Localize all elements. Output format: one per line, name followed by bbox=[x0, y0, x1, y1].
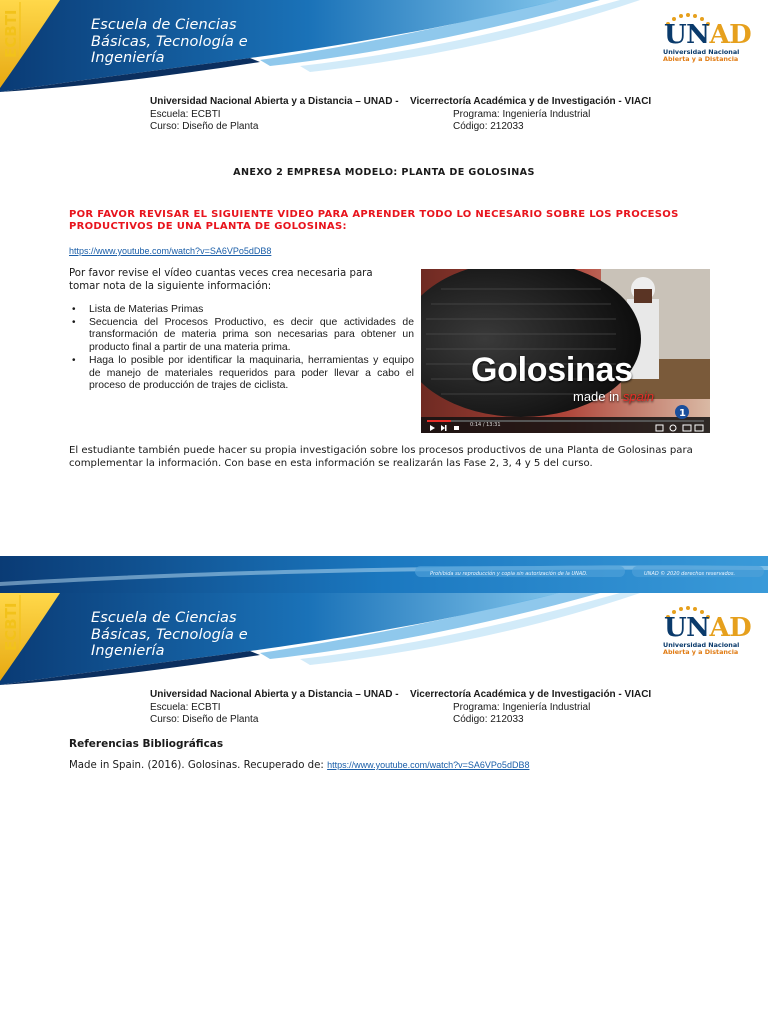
codigo-value: 212033 bbox=[490, 121, 524, 132]
video-subtitle-a: made in bbox=[573, 389, 623, 404]
school-name-line1: Escuela de Ciencias bbox=[91, 17, 237, 33]
unad-logo bbox=[660, 605, 752, 661]
references-title: Referencias Bibliográficas bbox=[69, 738, 224, 750]
university-name: Universidad Nacional Abierta y a Distancia – UNAD - bbox=[150, 96, 399, 107]
logo-subtitle-1: Universidad Nacional bbox=[663, 641, 740, 649]
footer-copyright: UNAD © 2020 derechos reservados. bbox=[644, 571, 736, 577]
video-title: Golosinas bbox=[471, 351, 633, 389]
video-warning: POR FAVOR REVISAR EL SIGUIENTE VIDEO PARA APRENDER TODO LO NECESARIO SOBRE LOS PROCESOS PRODUCTIVOS DE UNA PLANTA DE GOLOSINAS: bbox=[69, 209, 679, 232]
closing-paragraph: El estudiante también puede hacer su propia investigación sobre los procesos productivos de una Planta de Golosinas para complementar la información. Con base en esta información se realizarán las Fase 2, 3, 4 y 5 del curso. bbox=[69, 445, 693, 469]
logo-subtitle-1: Universidad Nacional bbox=[663, 48, 740, 56]
logo-subtitle-2: Abierta y a Distancia bbox=[663, 648, 739, 656]
codigo bbox=[453, 714, 524, 727]
university-name: Universidad Nacional Abierta y a Distancia – UNAD - bbox=[150, 689, 399, 700]
video-thumbnail[interactable] bbox=[421, 269, 710, 433]
ecbti-vertical-label bbox=[0, 0, 22, 60]
logo-wordmark bbox=[664, 613, 751, 643]
intro-paragraph: Por favor revise el vídeo cuantas veces crea necesaria para tomar nota de la siguiente información: bbox=[69, 268, 373, 292]
info-bullet-list bbox=[69, 304, 414, 393]
logo-un: UN bbox=[664, 20, 710, 50]
footer-notice: Prohibida su reproducción y copia sin autorización de la UNAD. bbox=[430, 571, 588, 577]
reference-entry bbox=[69, 760, 529, 771]
programa: Programa: Ingeniería Industrial bbox=[453, 701, 591, 713]
list-item: • Haga lo posible por identificar la maquinaria, herramientas y equipo de manejo de materiales requeridos para poder llevar a cabo el proceso de producción de trajes de ciclista. bbox=[69, 355, 414, 393]
video-subtitle bbox=[573, 389, 654, 404]
school-name-line2: Básicas, Tecnología e bbox=[91, 626, 248, 643]
vicerrectoria: Vicerrectoría Académica y de Investigación - VIACI bbox=[410, 689, 652, 700]
school-name-line3: Ingeniería bbox=[91, 50, 165, 66]
school-name bbox=[91, 17, 248, 67]
svg-text:1: 1 bbox=[679, 408, 686, 419]
school-name-line3: Ingeniería bbox=[91, 643, 165, 659]
logo-subtitle-2: Abierta y a Distancia bbox=[663, 55, 739, 63]
annex-title: ANEXO 2 EMPRESA MODELO: PLANTA DE GOLOSINAS bbox=[233, 167, 535, 178]
escuela: Escuela: ECBTI bbox=[150, 701, 221, 713]
logo-ad: AD bbox=[709, 20, 752, 50]
logo-ad: AD bbox=[709, 613, 752, 643]
list-item: • Secuencia del Procesos Productivo, es decir que actividades de transformación de materia prima son necesarias para obtener un producto final a partir de una materia prima. bbox=[69, 317, 414, 355]
ecbti-vertical-label bbox=[0, 593, 22, 653]
codigo-value: 212033 bbox=[490, 714, 524, 725]
video-link[interactable]: https://www.youtube.com/watch?v=SA6VPo5dDB8 bbox=[69, 246, 272, 256]
unad-logo bbox=[660, 12, 752, 68]
reference-text: Made in Spain. (2016). Golosinas. Recuperado de: bbox=[69, 760, 328, 771]
header-banner bbox=[0, 0, 768, 92]
codigo-label: Código: bbox=[453, 714, 488, 725]
curso: Curso: Diseño de Planta bbox=[150, 714, 259, 725]
codigo bbox=[453, 121, 524, 134]
document-page-2 bbox=[0, 593, 768, 1024]
curso: Curso: Diseño de Planta bbox=[150, 121, 259, 132]
list-item: • Lista de Materias Primas bbox=[69, 304, 414, 317]
ecbti-vertical-text: ECBTI bbox=[2, 602, 20, 651]
header-banner bbox=[0, 593, 768, 685]
programa: Programa: Ingeniería Industrial bbox=[453, 108, 591, 120]
school-name-line2: Básicas, Tecnología e bbox=[91, 33, 248, 50]
ecbti-vertical-text: ECBTI bbox=[2, 9, 20, 58]
school-name-line1: Escuela de Ciencias bbox=[91, 610, 237, 626]
escuela: Escuela: ECBTI bbox=[150, 108, 221, 120]
video-time: 0:14 / 13:31 bbox=[470, 422, 501, 428]
codigo-label: Código: bbox=[453, 121, 488, 132]
video-subtitle-b: spain bbox=[622, 389, 654, 404]
school-name bbox=[91, 610, 248, 660]
logo-wordmark bbox=[664, 20, 751, 50]
logo-un: UN bbox=[664, 613, 710, 643]
vicerrectoria: Vicerrectoría Académica y de Investigación - VIACI bbox=[410, 96, 652, 107]
reference-link[interactable]: https://www.youtube.com/watch?v=SA6VPo5dDB8 bbox=[327, 760, 530, 770]
